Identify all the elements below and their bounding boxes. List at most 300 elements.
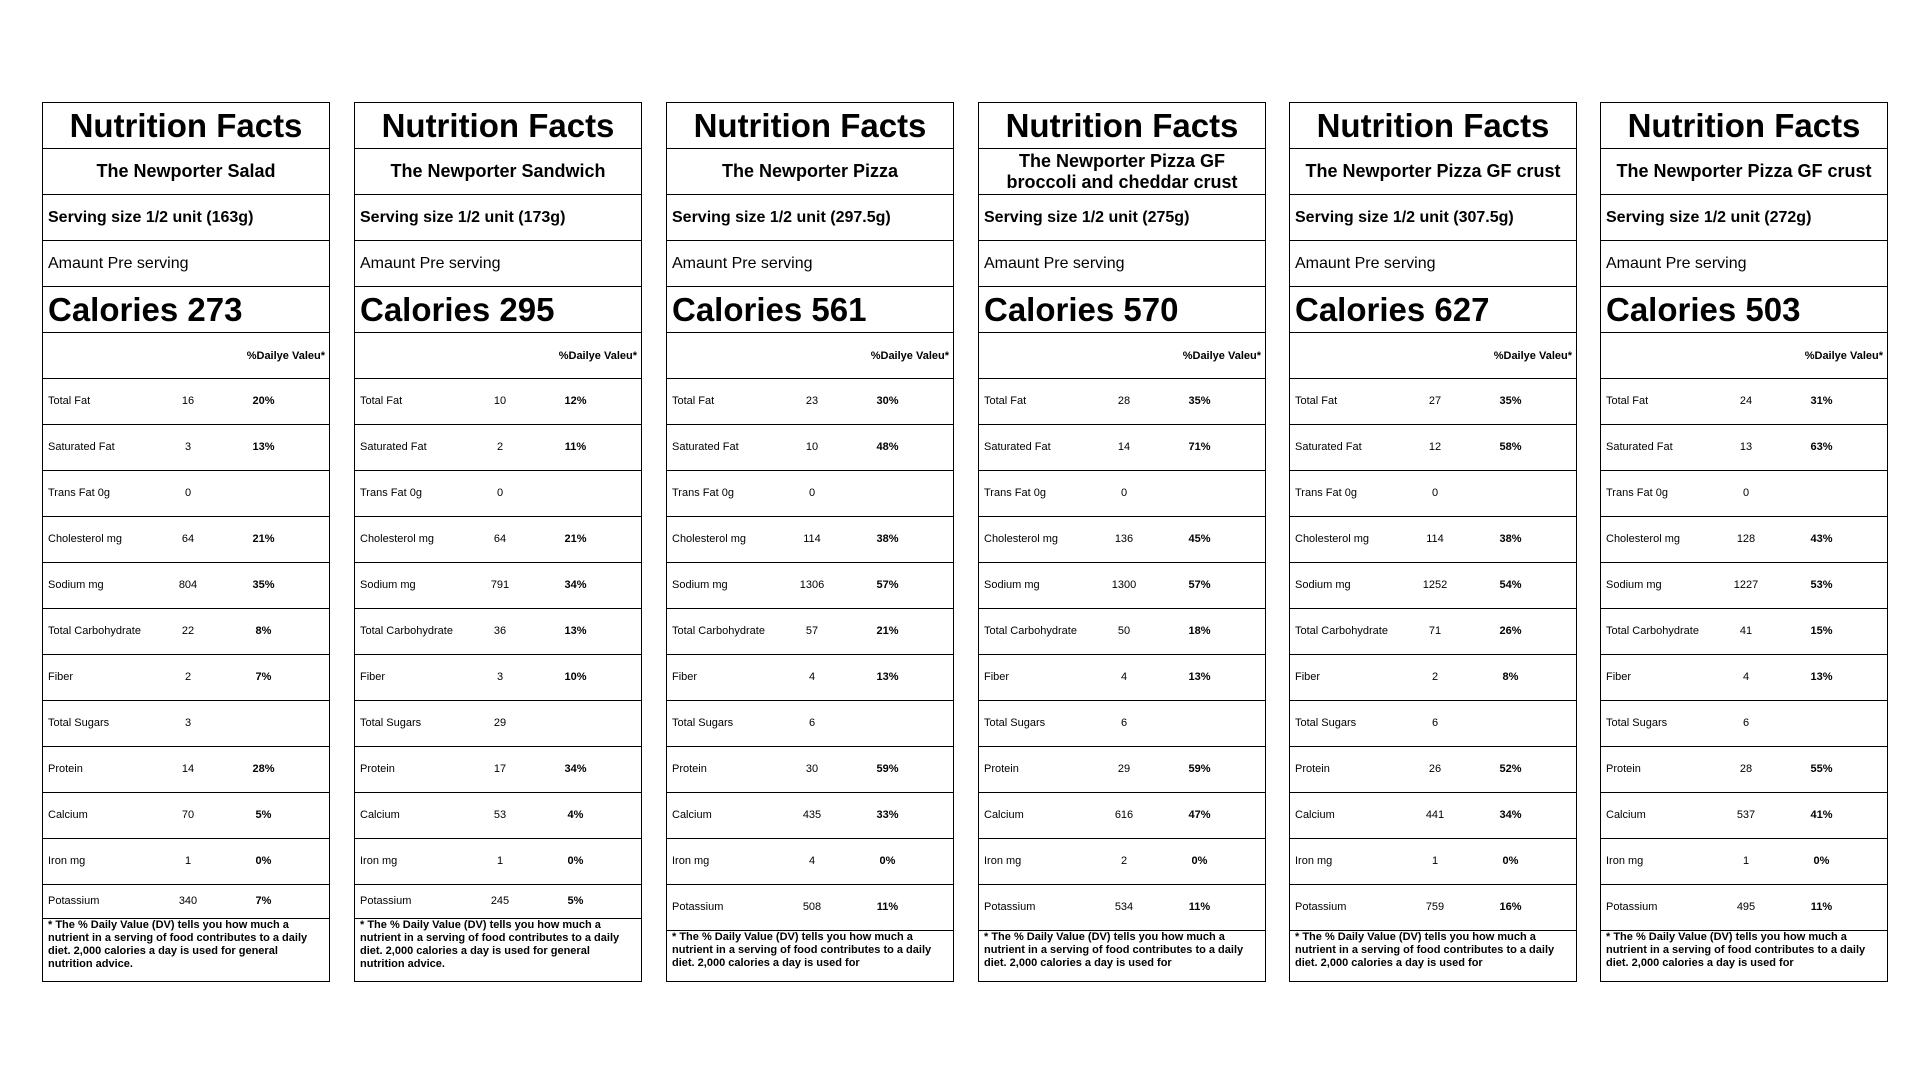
nutrient-name: Iron mg (360, 855, 398, 867)
nutrient-row (43, 793, 329, 839)
nutrient-name: Potassium (1295, 901, 1347, 913)
nutrient-value: 6 (1431, 717, 1439, 729)
nutrient-daily-value: 34% (1499, 809, 1522, 821)
calories: Calories 295 (355, 287, 641, 333)
nutrient-name: Protein (1606, 763, 1641, 775)
nutrient-name: Total Fat (48, 395, 91, 407)
nutrient-value: 10 (805, 441, 819, 453)
nutrient-value: 41 (1739, 625, 1753, 637)
nutrient-value: 27 (1428, 395, 1442, 407)
nutrient-row (43, 655, 329, 701)
nutrient-row (667, 609, 953, 655)
nutrient-daily-value: 13% (876, 671, 899, 683)
nutrient-row (1601, 885, 1887, 931)
nutrient-name: Total Fat (984, 395, 1027, 407)
nutrient-row (979, 793, 1265, 839)
nutrient-row (667, 701, 953, 747)
nutrient-daily-value: 5% (567, 895, 584, 907)
nutrient-name: Total Carbohydrate (1295, 625, 1388, 637)
nutrient-daily-value: 12% (564, 395, 587, 407)
nutrient-row (355, 471, 641, 517)
nutrient-daily-value: 10% (564, 671, 587, 683)
nutrient-row (979, 609, 1265, 655)
nutrient-name: Trans Fat 0g (672, 487, 734, 499)
nutrient-name: Trans Fat 0g (360, 487, 422, 499)
nutrient-daily-value: 41% (1810, 809, 1833, 821)
nutrient-value: 6 (1742, 717, 1750, 729)
nutrient-row (355, 793, 641, 839)
nutrient-daily-value: 52% (1499, 763, 1522, 775)
nutrient-value: 1 (1742, 855, 1750, 867)
nutrient-daily-value: 59% (1188, 763, 1211, 775)
nutrient-row (1601, 517, 1887, 563)
nutrient-row (1290, 839, 1576, 885)
nutrient-name: Calcium (360, 809, 400, 821)
nutrient-value: 14 (1117, 441, 1131, 453)
nutrient-value: 57 (805, 625, 819, 637)
nutrient-value: 50 (1117, 625, 1131, 637)
nutrient-value: 14 (181, 763, 195, 775)
nutrient-daily-value: 48% (876, 441, 899, 453)
nutrient-daily-value: 21% (252, 533, 275, 545)
nutrient-name: Protein (672, 763, 707, 775)
label-title: Nutrition Facts (667, 103, 953, 149)
nutrient-daily-value: 13% (252, 441, 275, 453)
nutrition-label (354, 102, 642, 982)
nutrient-name: Saturated Fat (984, 441, 1051, 453)
nutrient-value: 4 (1742, 671, 1750, 683)
nutrient-row (355, 609, 641, 655)
nutrient-value: 1 (1431, 855, 1439, 867)
amount-per-serving: Amaunt Pre serving (667, 241, 953, 287)
nutrient-row (355, 701, 641, 747)
nutrient-daily-value: 4% (567, 809, 584, 821)
nutrient-row (979, 563, 1265, 609)
nutrient-row (43, 839, 329, 885)
nutrient-value: 71 (1428, 625, 1442, 637)
nutrient-value: 0 (496, 487, 504, 499)
nutrient-value: 29 (1117, 763, 1131, 775)
nutrient-daily-value: 0% (1502, 855, 1519, 867)
nutrient-row (43, 517, 329, 563)
nutrient-value: 70 (181, 809, 195, 821)
nutrient-row (1601, 471, 1887, 517)
nutrient-row (1290, 563, 1576, 609)
nutrient-name: Sodium mg (1295, 579, 1351, 591)
label-title: Nutrition Facts (43, 103, 329, 149)
nutrient-value: 64 (181, 533, 195, 545)
nutrient-name: Potassium (360, 895, 412, 907)
product-name: The Newporter Pizza GF crust (1290, 149, 1576, 195)
nutrient-name: Saturated Fat (48, 441, 115, 453)
nutrient-value: 616 (1114, 809, 1134, 821)
nutrient-name: Trans Fat 0g (1606, 487, 1668, 499)
nutrient-name: Iron mg (1606, 855, 1644, 867)
nutrient-row (1601, 609, 1887, 655)
nutrient-row (667, 517, 953, 563)
nutrient-value: 4 (1120, 671, 1128, 683)
nutrient-name: Cholesterol mg (1606, 533, 1680, 545)
nutrient-value: 64 (493, 533, 507, 545)
daily-value-header: %Dailye Valeu* (979, 333, 1265, 379)
nutrient-row (979, 701, 1265, 747)
nutrient-value: 0 (1742, 487, 1750, 499)
nutrient-name: Fiber (984, 671, 1010, 683)
nutrient-row (979, 379, 1265, 425)
nutrient-value: 6 (1120, 717, 1128, 729)
nutrient-name: Total Carbohydrate (1606, 625, 1699, 637)
nutrient-daily-value: 7% (255, 895, 272, 907)
nutrient-value: 508 (802, 901, 822, 913)
nutrient-name: Calcium (1295, 809, 1335, 821)
nutrient-name: Iron mg (984, 855, 1022, 867)
nutrient-row (43, 701, 329, 747)
nutrient-row (1290, 425, 1576, 471)
nutrient-value: 36 (493, 625, 507, 637)
nutrient-name: Total Fat (1606, 395, 1649, 407)
nutrient-daily-value: 33% (876, 809, 899, 821)
nutrient-value: 1 (496, 855, 504, 867)
footnote: * The % Daily Value (DV) tells you how much a nutrient in a serving of food contributes to a daily diet. 2,000 calories a day is used for (1606, 931, 1866, 969)
nutrient-name: Saturated Fat (360, 441, 427, 453)
nutrient-daily-value: 59% (876, 763, 899, 775)
nutrition-label (42, 102, 330, 982)
nutrient-name: Fiber (48, 671, 74, 683)
nutrient-daily-value: 8% (1502, 671, 1519, 683)
nutrient-value: 2 (1120, 855, 1128, 867)
nutrient-row (1290, 747, 1576, 793)
nutrient-name: Total Sugars (672, 717, 734, 729)
nutrient-name: Cholesterol mg (1295, 533, 1369, 545)
nutrient-value: 17 (493, 763, 507, 775)
nutrient-row (1601, 793, 1887, 839)
nutrient-row (1601, 701, 1887, 747)
nutrient-daily-value: 28% (252, 763, 275, 775)
label-title: Nutrition Facts (979, 103, 1265, 149)
nutrient-daily-value: 43% (1810, 533, 1833, 545)
nutrient-value: 53 (493, 809, 507, 821)
nutrient-value: 28 (1117, 395, 1131, 407)
nutrient-name: Potassium (1606, 901, 1658, 913)
product-name: The Newporter Pizza GF broccoli and cheddar crust (979, 149, 1265, 195)
nutrient-name: Fiber (360, 671, 386, 683)
nutrient-name: Fiber (1295, 671, 1321, 683)
nutrient-value: 4 (808, 671, 816, 683)
nutrient-row (1290, 517, 1576, 563)
calories: Calories 561 (667, 287, 953, 333)
nutrient-value: 0 (808, 487, 816, 499)
nutrient-name: Potassium (672, 901, 724, 913)
serving-size: Serving size 1/2 unit (307.5g) (1290, 195, 1576, 241)
nutrient-row (667, 379, 953, 425)
nutrient-row (979, 747, 1265, 793)
nutrient-name: Cholesterol mg (672, 533, 746, 545)
nutrient-daily-value: 55% (1810, 763, 1833, 775)
nutrient-value: 128 (1736, 533, 1756, 545)
nutrient-row (1601, 655, 1887, 701)
nutrient-row (355, 885, 641, 919)
serving-size: Serving size 1/2 unit (163g) (43, 195, 329, 241)
nutrient-name: Calcium (1606, 809, 1646, 821)
nutrient-name: Total Sugars (984, 717, 1046, 729)
daily-value-header: %Dailye Valeu* (1290, 333, 1576, 379)
nutrient-value: 16 (181, 395, 195, 407)
nutrient-value: 245 (490, 895, 510, 907)
nutrient-value: 136 (1114, 533, 1134, 545)
nutrient-daily-value: 7% (255, 671, 272, 683)
nutrient-row (667, 655, 953, 701)
nutrient-daily-value: 38% (876, 533, 899, 545)
nutrient-daily-value: 35% (252, 579, 275, 591)
nutrient-name: Fiber (1606, 671, 1632, 683)
nutrient-value: 3 (184, 441, 192, 453)
product-name: The Newporter Sandwich (355, 149, 641, 195)
nutrient-name: Iron mg (48, 855, 86, 867)
nutrient-daily-value: 58% (1499, 441, 1522, 453)
nutrient-value: 3 (184, 717, 192, 729)
nutrient-name: Total Carbohydrate (48, 625, 141, 637)
nutrient-row (1601, 563, 1887, 609)
nutrient-daily-value: 8% (255, 625, 272, 637)
nutrient-daily-value: 11% (876, 901, 899, 913)
nutrient-name: Total Fat (672, 395, 715, 407)
footnote: * The % Daily Value (DV) tells you how much a nutrient in a serving of food contributes to a daily diet. 2,000 calories a day is used for general nutrition advice. (360, 919, 620, 970)
nutrient-daily-value: 18% (1188, 625, 1211, 637)
nutrient-name: Sodium mg (1606, 579, 1662, 591)
nutrient-daily-value: 54% (1499, 579, 1522, 591)
daily-value-header: %Dailye Valeu* (1601, 333, 1887, 379)
nutrient-name: Saturated Fat (672, 441, 739, 453)
nutrient-value: 22 (181, 625, 195, 637)
nutrient-name: Trans Fat 0g (48, 487, 110, 499)
nutrient-name: Saturated Fat (1295, 441, 1362, 453)
nutrient-value: 0 (1431, 487, 1439, 499)
daily-value-header: %Dailye Valeu* (43, 333, 329, 379)
nutrient-name: Protein (360, 763, 395, 775)
label-title: Nutrition Facts (1601, 103, 1887, 149)
nutrient-value: 26 (1428, 763, 1442, 775)
amount-per-serving: Amaunt Pre serving (355, 241, 641, 287)
footnote: * The % Daily Value (DV) tells you how much a nutrient in a serving of food contributes to a daily diet. 2,000 calories a day is used for general nutrition advice. (48, 919, 308, 970)
nutrient-row (979, 885, 1265, 931)
nutrient-value: 1227 (1733, 579, 1759, 591)
nutrient-row (979, 517, 1265, 563)
nutrient-daily-value: 21% (564, 533, 587, 545)
nutrient-daily-value: 57% (1188, 579, 1211, 591)
nutrient-value: 1252 (1422, 579, 1448, 591)
nutrient-name: Sodium mg (984, 579, 1040, 591)
nutrient-row (355, 563, 641, 609)
nutrient-value: 6 (808, 717, 816, 729)
nutrient-name: Protein (1295, 763, 1330, 775)
nutrient-row (43, 747, 329, 793)
nutrient-daily-value: 63% (1810, 441, 1833, 453)
nutrient-daily-value: 35% (1188, 395, 1211, 407)
nutrient-daily-value: 35% (1499, 395, 1522, 407)
nutrient-row (1290, 379, 1576, 425)
nutrient-row (667, 793, 953, 839)
nutrient-daily-value: 13% (1810, 671, 1833, 683)
nutrient-value: 28 (1739, 763, 1753, 775)
nutrient-row (1290, 885, 1576, 931)
nutrient-name: Calcium (984, 809, 1024, 821)
nutrient-row (667, 885, 953, 931)
nutrient-row (979, 425, 1265, 471)
nutrient-value: 759 (1425, 901, 1445, 913)
nutrient-row (355, 425, 641, 471)
daily-value-header: %Dailye Valeu* (355, 333, 641, 379)
nutrient-row (43, 563, 329, 609)
nutrient-name: Total Sugars (1295, 717, 1357, 729)
nutrient-row (1601, 839, 1887, 885)
nutrient-value: 791 (490, 579, 510, 591)
nutrient-row (667, 425, 953, 471)
nutrient-daily-value: 11% (1810, 901, 1833, 913)
nutrient-name: Sodium mg (360, 579, 416, 591)
daily-value-header: %Dailye Valeu* (667, 333, 953, 379)
nutrient-row (1601, 747, 1887, 793)
serving-size: Serving size 1/2 unit (173g) (355, 195, 641, 241)
nutrient-daily-value: 13% (1188, 671, 1211, 683)
amount-per-serving: Amaunt Pre serving (979, 241, 1265, 287)
nutrient-value: 114 (803, 533, 821, 545)
nutrient-name: Protein (48, 763, 83, 775)
nutrient-row (1290, 609, 1576, 655)
footnote: * The % Daily Value (DV) tells you how much a nutrient in a serving of food contributes to a daily diet. 2,000 calories a day is used for (1295, 931, 1555, 969)
nutrient-value: 3 (496, 671, 504, 683)
calories: Calories 570 (979, 287, 1265, 333)
product-name: The Newporter Pizza (667, 149, 953, 195)
nutrient-row (43, 471, 329, 517)
nutrient-daily-value: 34% (564, 763, 587, 775)
nutrient-daily-value: 34% (564, 579, 587, 591)
nutrient-row (355, 839, 641, 885)
nutrient-value: 24 (1739, 395, 1753, 407)
nutrient-daily-value: 5% (255, 809, 272, 821)
nutrient-name: Iron mg (672, 855, 710, 867)
nutrient-value: 29 (493, 717, 507, 729)
nutrient-row (667, 747, 953, 793)
nutrient-name: Calcium (672, 809, 712, 821)
nutrient-row (1290, 793, 1576, 839)
nutrient-value: 441 (1425, 809, 1445, 821)
nutrient-daily-value: 0% (1813, 855, 1830, 867)
label-title: Nutrition Facts (1290, 103, 1576, 149)
nutrient-daily-value: 53% (1810, 579, 1833, 591)
nutrient-row (979, 839, 1265, 885)
nutrient-row (979, 655, 1265, 701)
nutrient-name: Potassium (48, 895, 100, 907)
nutrient-name: Sodium mg (48, 579, 104, 591)
footnote: * The % Daily Value (DV) tells you how much a nutrient in a serving of food contributes to a daily diet. 2,000 calories a day is used for (672, 931, 932, 969)
nutrient-value: 804 (178, 579, 198, 591)
nutrient-name: Trans Fat 0g (984, 487, 1046, 499)
calories: Calories 627 (1290, 287, 1576, 333)
nutrient-daily-value: 26% (1499, 625, 1522, 637)
nutrient-daily-value: 0% (1191, 855, 1208, 867)
calories: Calories 273 (43, 287, 329, 333)
calories: Calories 503 (1601, 287, 1887, 333)
nutrient-name: Iron mg (1295, 855, 1333, 867)
nutrient-row (43, 379, 329, 425)
nutrient-name: Total Fat (1295, 395, 1338, 407)
nutrient-value: 1306 (799, 579, 825, 591)
nutrient-value: 1300 (1111, 579, 1137, 591)
nutrient-daily-value: 0% (255, 855, 272, 867)
nutrient-value: 537 (1736, 809, 1756, 821)
nutrient-name: Trans Fat 0g (1295, 487, 1357, 499)
nutrient-value: 23 (805, 395, 819, 407)
nutrient-daily-value: 0% (567, 855, 584, 867)
nutrient-row (1290, 701, 1576, 747)
nutrient-daily-value: 31% (1810, 395, 1833, 407)
nutrient-daily-value: 57% (876, 579, 899, 591)
nutrient-daily-value: 0% (879, 855, 896, 867)
nutrient-daily-value: 47% (1188, 809, 1211, 821)
nutrient-value: 340 (178, 895, 198, 907)
nutrient-daily-value: 45% (1188, 533, 1211, 545)
nutrient-row (1290, 471, 1576, 517)
nutrient-name: Total Carbohydrate (672, 625, 765, 637)
amount-per-serving: Amaunt Pre serving (1290, 241, 1576, 287)
nutrition-label (1289, 102, 1577, 982)
amount-per-serving: Amaunt Pre serving (1601, 241, 1887, 287)
nutrient-name: Protein (984, 763, 1019, 775)
nutrient-daily-value: 30% (876, 395, 899, 407)
nutrient-value: 495 (1736, 901, 1756, 913)
nutrient-value: 13 (1739, 441, 1753, 453)
product-name: The Newporter Pizza GF crust (1601, 149, 1887, 195)
nutrient-name: Sodium mg (672, 579, 728, 591)
nutrient-row (979, 471, 1265, 517)
serving-size: Serving size 1/2 unit (275g) (979, 195, 1265, 241)
nutrient-daily-value: 11% (1188, 901, 1211, 913)
serving-size: Serving size 1/2 unit (297.5g) (667, 195, 953, 241)
nutrient-row (355, 517, 641, 563)
nutrient-row (355, 747, 641, 793)
label-title: Nutrition Facts (355, 103, 641, 149)
nutrient-daily-value: 38% (1499, 533, 1522, 545)
nutrient-daily-value: 13% (564, 625, 587, 637)
nutrition-label (1600, 102, 1888, 982)
nutrient-row (1290, 655, 1576, 701)
nutrient-row (667, 839, 953, 885)
nutrient-row (43, 885, 329, 919)
nutrient-name: Total Sugars (48, 717, 110, 729)
nutrient-name: Total Carbohydrate (360, 625, 453, 637)
footnote: * The % Daily Value (DV) tells you how much a nutrient in a serving of food contributes to a daily diet. 2,000 calories a day is used for (984, 931, 1244, 969)
nutrient-value: 12 (1428, 441, 1442, 453)
nutrient-value: 2 (1431, 671, 1439, 683)
nutrient-row (667, 471, 953, 517)
nutrient-value: 0 (184, 487, 192, 499)
nutrient-value: 0 (1120, 487, 1128, 499)
amount-per-serving: Amaunt Pre serving (43, 241, 329, 287)
nutrient-row (355, 655, 641, 701)
nutrition-label (978, 102, 1266, 982)
nutrient-value: 114 (1426, 533, 1444, 545)
nutrient-value: 534 (1114, 901, 1134, 913)
nutrient-daily-value: 21% (876, 625, 899, 637)
nutrient-row (667, 563, 953, 609)
nutrient-value: 2 (496, 441, 504, 453)
nutrient-daily-value: 11% (564, 441, 587, 453)
nutrient-value: 435 (802, 809, 822, 821)
nutrient-value: 30 (805, 763, 819, 775)
nutrient-row (1601, 379, 1887, 425)
product-name: The Newporter Salad (43, 149, 329, 195)
nutrient-daily-value: 20% (252, 395, 275, 407)
